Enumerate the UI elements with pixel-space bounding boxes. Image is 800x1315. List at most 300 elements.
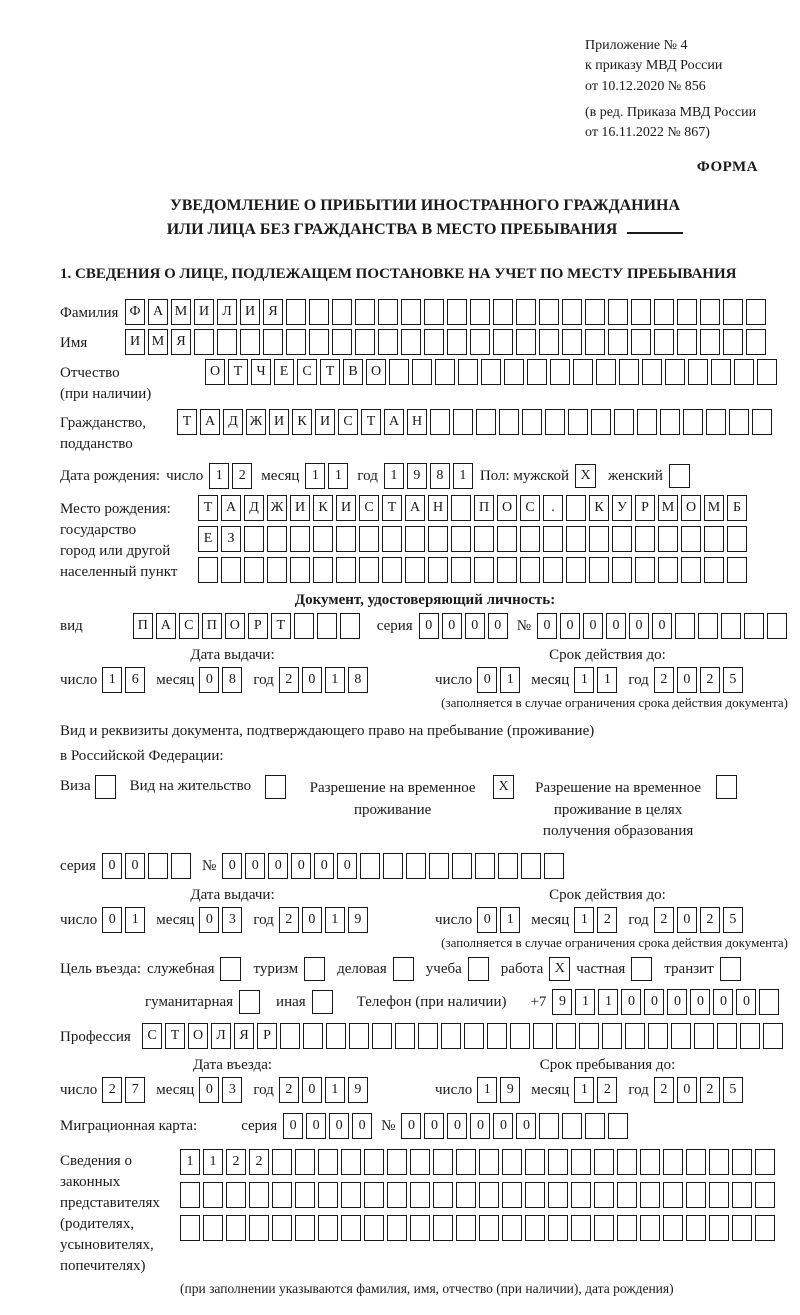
char-cell[interactable] — [663, 1182, 683, 1208]
char-cell[interactable] — [510, 1023, 530, 1049]
char-cell[interactable]: 1 — [477, 1077, 497, 1103]
char-cell[interactable] — [405, 526, 425, 552]
visa-checkbox[interactable] — [95, 775, 116, 799]
char-cell[interactable]: 0 — [736, 989, 756, 1015]
char-cell[interactable] — [571, 1215, 591, 1241]
char-cell[interactable] — [479, 1215, 499, 1241]
char-cell[interactable]: 1 — [325, 1077, 345, 1103]
char-cell[interactable] — [497, 526, 517, 552]
char-cell[interactable]: Я — [234, 1023, 254, 1049]
char-cell[interactable] — [648, 1023, 668, 1049]
char-cell[interactable] — [499, 409, 519, 435]
char-cell[interactable]: 6 — [125, 667, 145, 693]
char-cell[interactable] — [571, 1149, 591, 1175]
char-cell[interactable] — [589, 526, 609, 552]
char-cell[interactable] — [723, 299, 743, 325]
char-cell[interactable] — [272, 1149, 292, 1175]
char-cell[interactable]: 0 — [401, 1113, 421, 1139]
char-cell[interactable] — [617, 1149, 637, 1175]
char-cell[interactable] — [545, 409, 565, 435]
char-cell[interactable] — [332, 329, 352, 355]
char-cell[interactable]: 0 — [677, 1077, 697, 1103]
char-cell[interactable] — [608, 1113, 628, 1139]
char-cell[interactable]: 0 — [690, 989, 710, 1015]
char-cell[interactable]: У — [612, 495, 632, 521]
char-cell[interactable]: 0 — [302, 667, 322, 693]
char-cell[interactable] — [341, 1149, 361, 1175]
char-cell[interactable] — [637, 409, 657, 435]
char-cell[interactable] — [318, 1182, 338, 1208]
char-cell[interactable] — [313, 557, 333, 583]
char-cell[interactable] — [401, 329, 421, 355]
char-cell[interactable] — [525, 1215, 545, 1241]
char-cell[interactable]: 1 — [453, 463, 473, 489]
char-cell[interactable]: 0 — [291, 853, 311, 879]
char-cell[interactable] — [732, 1215, 752, 1241]
char-cell[interactable]: М — [148, 329, 168, 355]
char-cell[interactable] — [562, 299, 582, 325]
char-cell[interactable] — [543, 557, 563, 583]
char-cell[interactable] — [522, 409, 542, 435]
char-cell[interactable] — [721, 613, 741, 639]
char-cell[interactable]: 0 — [606, 613, 626, 639]
char-cell[interactable] — [573, 359, 593, 385]
char-cell[interactable] — [596, 359, 616, 385]
purpose-study-checkbox[interactable] — [468, 957, 489, 981]
char-cell[interactable]: 1 — [125, 907, 145, 933]
char-cell[interactable] — [763, 1023, 783, 1049]
char-cell[interactable] — [198, 557, 218, 583]
char-cell[interactable] — [410, 1182, 430, 1208]
char-cell[interactable]: 1 — [328, 463, 348, 489]
char-cell[interactable]: З — [221, 526, 241, 552]
char-cell[interactable]: О — [681, 495, 701, 521]
char-cell[interactable]: И — [315, 409, 335, 435]
char-cell[interactable]: 1 — [500, 907, 520, 933]
char-cell[interactable]: 2 — [279, 907, 299, 933]
char-cell[interactable]: 2 — [700, 1077, 720, 1103]
char-cell[interactable] — [470, 329, 490, 355]
purpose-business-checkbox[interactable] — [393, 957, 414, 981]
char-cell[interactable]: А — [221, 495, 241, 521]
char-cell[interactable] — [267, 526, 287, 552]
char-cell[interactable]: 5 — [723, 667, 743, 693]
purpose-other-checkbox[interactable] — [312, 990, 333, 1014]
char-cell[interactable] — [591, 409, 611, 435]
char-cell[interactable] — [571, 1182, 591, 1208]
char-cell[interactable] — [295, 1215, 315, 1241]
char-cell[interactable]: С — [179, 613, 199, 639]
char-cell[interactable] — [709, 1149, 729, 1175]
char-cell[interactable] — [497, 557, 517, 583]
char-cell[interactable]: Я — [263, 299, 283, 325]
char-cell[interactable]: 1 — [500, 667, 520, 693]
char-cell[interactable]: 0 — [352, 1113, 372, 1139]
char-cell[interactable] — [658, 526, 678, 552]
char-cell[interactable]: 9 — [348, 907, 368, 933]
char-cell[interactable]: 1 — [384, 463, 404, 489]
char-cell[interactable]: Н — [407, 409, 427, 435]
char-cell[interactable]: К — [313, 495, 333, 521]
residence-permit-checkbox[interactable] — [265, 775, 286, 799]
char-cell[interactable] — [267, 557, 287, 583]
char-cell[interactable] — [732, 1182, 752, 1208]
char-cell[interactable] — [226, 1215, 246, 1241]
char-cell[interactable] — [625, 1023, 645, 1049]
char-cell[interactable] — [694, 1023, 714, 1049]
char-cell[interactable]: В — [343, 359, 363, 385]
char-cell[interactable] — [493, 299, 513, 325]
char-cell[interactable] — [474, 526, 494, 552]
char-cell[interactable] — [430, 409, 450, 435]
char-cell[interactable] — [360, 853, 380, 879]
char-cell[interactable]: 0 — [302, 1077, 322, 1103]
char-cell[interactable] — [249, 1182, 269, 1208]
char-cell[interactable]: 0 — [268, 853, 288, 879]
char-cell[interactable]: 1 — [102, 667, 122, 693]
char-cell[interactable]: О — [188, 1023, 208, 1049]
char-cell[interactable] — [566, 495, 586, 521]
char-cell[interactable] — [309, 329, 329, 355]
char-cell[interactable]: 0 — [222, 853, 242, 879]
char-cell[interactable] — [272, 1182, 292, 1208]
char-cell[interactable] — [654, 329, 674, 355]
char-cell[interactable] — [759, 989, 779, 1015]
char-cell[interactable] — [412, 359, 432, 385]
char-cell[interactable] — [313, 526, 333, 552]
char-cell[interactable] — [295, 1182, 315, 1208]
char-cell[interactable] — [309, 299, 329, 325]
char-cell[interactable] — [295, 1149, 315, 1175]
char-cell[interactable] — [451, 557, 471, 583]
char-cell[interactable]: 2 — [102, 1077, 122, 1103]
char-cell[interactable]: 3 — [222, 1077, 242, 1103]
char-cell[interactable] — [424, 299, 444, 325]
char-cell[interactable]: 8 — [348, 667, 368, 693]
purpose-private-checkbox[interactable] — [631, 957, 652, 981]
char-cell[interactable]: 0 — [488, 613, 508, 639]
char-cell[interactable]: 0 — [470, 1113, 490, 1139]
char-cell[interactable]: И — [194, 299, 214, 325]
char-cell[interactable] — [458, 359, 478, 385]
char-cell[interactable] — [677, 299, 697, 325]
char-cell[interactable]: С — [142, 1023, 162, 1049]
char-cell[interactable] — [654, 299, 674, 325]
char-cell[interactable] — [479, 1149, 499, 1175]
purpose-transit-checkbox[interactable] — [720, 957, 741, 981]
char-cell[interactable] — [548, 1149, 568, 1175]
char-cell[interactable] — [424, 329, 444, 355]
char-cell[interactable] — [453, 409, 473, 435]
char-cell[interactable]: Ч — [251, 359, 271, 385]
char-cell[interactable]: Е — [274, 359, 294, 385]
char-cell[interactable] — [470, 299, 490, 325]
char-cell[interactable] — [475, 853, 495, 879]
char-cell[interactable]: 0 — [516, 1113, 536, 1139]
char-cell[interactable] — [378, 299, 398, 325]
char-cell[interactable]: 9 — [348, 1077, 368, 1103]
char-cell[interactable]: 0 — [677, 667, 697, 693]
purpose-official-checkbox[interactable] — [220, 957, 241, 981]
char-cell[interactable] — [464, 1023, 484, 1049]
char-cell[interactable] — [566, 526, 586, 552]
char-cell[interactable] — [474, 557, 494, 583]
char-cell[interactable]: 0 — [442, 613, 462, 639]
char-cell[interactable] — [704, 557, 724, 583]
char-cell[interactable]: Т — [198, 495, 218, 521]
char-cell[interactable] — [594, 1215, 614, 1241]
char-cell[interactable] — [447, 329, 467, 355]
char-cell[interactable] — [675, 613, 695, 639]
char-cell[interactable] — [709, 1182, 729, 1208]
char-cell[interactable] — [240, 329, 260, 355]
char-cell[interactable]: 2 — [597, 907, 617, 933]
char-cell[interactable]: Т — [165, 1023, 185, 1049]
char-cell[interactable]: 2 — [700, 907, 720, 933]
char-cell[interactable]: 2 — [654, 1077, 674, 1103]
char-cell[interactable] — [418, 1023, 438, 1049]
char-cell[interactable] — [686, 1215, 706, 1241]
char-cell[interactable] — [521, 853, 541, 879]
char-cell[interactable]: О — [497, 495, 517, 521]
char-cell[interactable] — [658, 557, 678, 583]
char-cell[interactable] — [452, 853, 472, 879]
char-cell[interactable]: Т — [271, 613, 291, 639]
char-cell[interactable] — [451, 526, 471, 552]
char-cell[interactable]: 0 — [667, 989, 687, 1015]
char-cell[interactable] — [683, 409, 703, 435]
char-cell[interactable] — [548, 1215, 568, 1241]
char-cell[interactable] — [318, 1149, 338, 1175]
char-cell[interactable]: 0 — [583, 613, 603, 639]
char-cell[interactable]: 9 — [407, 463, 427, 489]
char-cell[interactable] — [476, 409, 496, 435]
char-cell[interactable] — [608, 329, 628, 355]
char-cell[interactable]: С — [520, 495, 540, 521]
char-cell[interactable]: Т — [228, 359, 248, 385]
char-cell[interactable] — [382, 526, 402, 552]
char-cell[interactable] — [263, 329, 283, 355]
char-cell[interactable] — [502, 1182, 522, 1208]
char-cell[interactable] — [180, 1215, 200, 1241]
char-cell[interactable]: 0 — [283, 1113, 303, 1139]
char-cell[interactable] — [387, 1182, 407, 1208]
char-cell[interactable] — [723, 329, 743, 355]
char-cell[interactable]: 5 — [723, 1077, 743, 1103]
char-cell[interactable] — [727, 557, 747, 583]
char-cell[interactable] — [286, 329, 306, 355]
char-cell[interactable] — [456, 1215, 476, 1241]
char-cell[interactable] — [698, 613, 718, 639]
char-cell[interactable]: Б — [727, 495, 747, 521]
char-cell[interactable] — [389, 359, 409, 385]
char-cell[interactable] — [382, 557, 402, 583]
char-cell[interactable]: О — [366, 359, 386, 385]
char-cell[interactable] — [700, 329, 720, 355]
char-cell[interactable] — [203, 1182, 223, 1208]
char-cell[interactable] — [635, 557, 655, 583]
char-cell[interactable] — [244, 557, 264, 583]
char-cell[interactable] — [148, 853, 168, 879]
char-cell[interactable] — [681, 557, 701, 583]
char-cell[interactable] — [451, 495, 471, 521]
char-cell[interactable] — [556, 1023, 576, 1049]
char-cell[interactable] — [740, 1023, 760, 1049]
char-cell[interactable]: А — [156, 613, 176, 639]
char-cell[interactable] — [767, 613, 787, 639]
purpose-humanitarian-checkbox[interactable] — [239, 990, 260, 1014]
char-cell[interactable]: Д — [223, 409, 243, 435]
sex-male-checkbox[interactable]: X — [575, 464, 596, 488]
char-cell[interactable] — [594, 1182, 614, 1208]
char-cell[interactable] — [752, 409, 772, 435]
char-cell[interactable]: А — [405, 495, 425, 521]
char-cell[interactable]: 0 — [677, 907, 697, 933]
char-cell[interactable]: 1 — [598, 989, 618, 1015]
char-cell[interactable] — [757, 359, 777, 385]
char-cell[interactable] — [686, 1182, 706, 1208]
char-cell[interactable] — [359, 526, 379, 552]
char-cell[interactable]: П — [133, 613, 153, 639]
char-cell[interactable] — [336, 526, 356, 552]
char-cell[interactable] — [364, 1149, 384, 1175]
temp-residence-checkbox[interactable]: X — [493, 775, 514, 799]
char-cell[interactable] — [317, 613, 337, 639]
char-cell[interactable] — [548, 1182, 568, 1208]
char-cell[interactable] — [487, 1023, 507, 1049]
char-cell[interactable]: 2 — [654, 907, 674, 933]
char-cell[interactable]: Д — [244, 495, 264, 521]
char-cell[interactable] — [226, 1182, 246, 1208]
char-cell[interactable] — [332, 299, 352, 325]
char-cell[interactable] — [640, 1215, 660, 1241]
char-cell[interactable]: 0 — [302, 907, 322, 933]
char-cell[interactable] — [326, 1023, 346, 1049]
char-cell[interactable] — [706, 409, 726, 435]
char-cell[interactable]: 0 — [537, 613, 557, 639]
char-cell[interactable] — [290, 526, 310, 552]
char-cell[interactable] — [525, 1182, 545, 1208]
char-cell[interactable] — [180, 1182, 200, 1208]
char-cell[interactable] — [617, 1215, 637, 1241]
char-cell[interactable] — [433, 1182, 453, 1208]
char-cell[interactable]: С — [359, 495, 379, 521]
char-cell[interactable]: 0 — [306, 1113, 326, 1139]
char-cell[interactable] — [566, 557, 586, 583]
char-cell[interactable]: 0 — [621, 989, 641, 1015]
char-cell[interactable] — [435, 359, 455, 385]
char-cell[interactable]: 0 — [424, 1113, 444, 1139]
char-cell[interactable]: 0 — [102, 907, 122, 933]
char-cell[interactable] — [516, 299, 536, 325]
char-cell[interactable] — [663, 1215, 683, 1241]
char-cell[interactable] — [709, 1215, 729, 1241]
char-cell[interactable]: 0 — [560, 613, 580, 639]
char-cell[interactable] — [294, 613, 314, 639]
char-cell[interactable]: 1 — [209, 463, 229, 489]
char-cell[interactable]: К — [589, 495, 609, 521]
char-cell[interactable] — [539, 1113, 559, 1139]
char-cell[interactable] — [433, 1215, 453, 1241]
char-cell[interactable] — [568, 409, 588, 435]
char-cell[interactable]: И — [336, 495, 356, 521]
char-cell[interactable] — [711, 359, 731, 385]
char-cell[interactable] — [504, 359, 524, 385]
char-cell[interactable] — [341, 1215, 361, 1241]
char-cell[interactable] — [290, 557, 310, 583]
char-cell[interactable]: 2 — [700, 667, 720, 693]
char-cell[interactable] — [502, 1149, 522, 1175]
char-cell[interactable]: 1 — [203, 1149, 223, 1175]
char-cell[interactable] — [612, 526, 632, 552]
char-cell[interactable]: М — [658, 495, 678, 521]
char-cell[interactable]: 2 — [232, 463, 252, 489]
char-cell[interactable]: 0 — [199, 907, 219, 933]
char-cell[interactable]: С — [338, 409, 358, 435]
purpose-work-checkbox[interactable]: X — [549, 957, 570, 981]
char-cell[interactable]: 0 — [447, 1113, 467, 1139]
char-cell[interactable] — [550, 359, 570, 385]
char-cell[interactable] — [755, 1149, 775, 1175]
char-cell[interactable] — [612, 557, 632, 583]
char-cell[interactable] — [387, 1149, 407, 1175]
char-cell[interactable]: 1 — [575, 989, 595, 1015]
char-cell[interactable]: Л — [217, 299, 237, 325]
char-cell[interactable]: 0 — [419, 613, 439, 639]
char-cell[interactable]: 9 — [552, 989, 572, 1015]
char-cell[interactable]: 0 — [337, 853, 357, 879]
char-cell[interactable]: 5 — [723, 907, 743, 933]
char-cell[interactable]: Н — [428, 495, 448, 521]
char-cell[interactable]: И — [290, 495, 310, 521]
char-cell[interactable]: 8 — [430, 463, 450, 489]
char-cell[interactable] — [364, 1215, 384, 1241]
char-cell[interactable]: 0 — [314, 853, 334, 879]
char-cell[interactable]: 7 — [125, 1077, 145, 1103]
char-cell[interactable] — [481, 359, 501, 385]
char-cell[interactable] — [479, 1182, 499, 1208]
char-cell[interactable]: А — [148, 299, 168, 325]
char-cell[interactable] — [729, 409, 749, 435]
char-cell[interactable]: 2 — [279, 667, 299, 693]
char-cell[interactable]: 2 — [597, 1077, 617, 1103]
char-cell[interactable] — [543, 526, 563, 552]
char-cell[interactable] — [401, 299, 421, 325]
char-cell[interactable] — [395, 1023, 415, 1049]
char-cell[interactable]: 1 — [325, 667, 345, 693]
char-cell[interactable]: 0 — [493, 1113, 513, 1139]
char-cell[interactable] — [355, 299, 375, 325]
char-cell[interactable] — [688, 359, 708, 385]
char-cell[interactable] — [681, 526, 701, 552]
char-cell[interactable] — [341, 1182, 361, 1208]
char-cell[interactable]: 0 — [477, 907, 497, 933]
char-cell[interactable] — [349, 1023, 369, 1049]
char-cell[interactable]: Я — [171, 329, 191, 355]
char-cell[interactable]: 0 — [652, 613, 672, 639]
char-cell[interactable] — [619, 359, 639, 385]
char-cell[interactable]: А — [200, 409, 220, 435]
char-cell[interactable] — [406, 853, 426, 879]
char-cell[interactable] — [429, 853, 449, 879]
char-cell[interactable] — [671, 1023, 691, 1049]
char-cell[interactable] — [433, 1149, 453, 1175]
char-cell[interactable] — [502, 1215, 522, 1241]
char-cell[interactable]: Р — [257, 1023, 277, 1049]
char-cell[interactable] — [340, 613, 360, 639]
char-cell[interactable]: 0 — [125, 853, 145, 879]
char-cell[interactable] — [717, 1023, 737, 1049]
